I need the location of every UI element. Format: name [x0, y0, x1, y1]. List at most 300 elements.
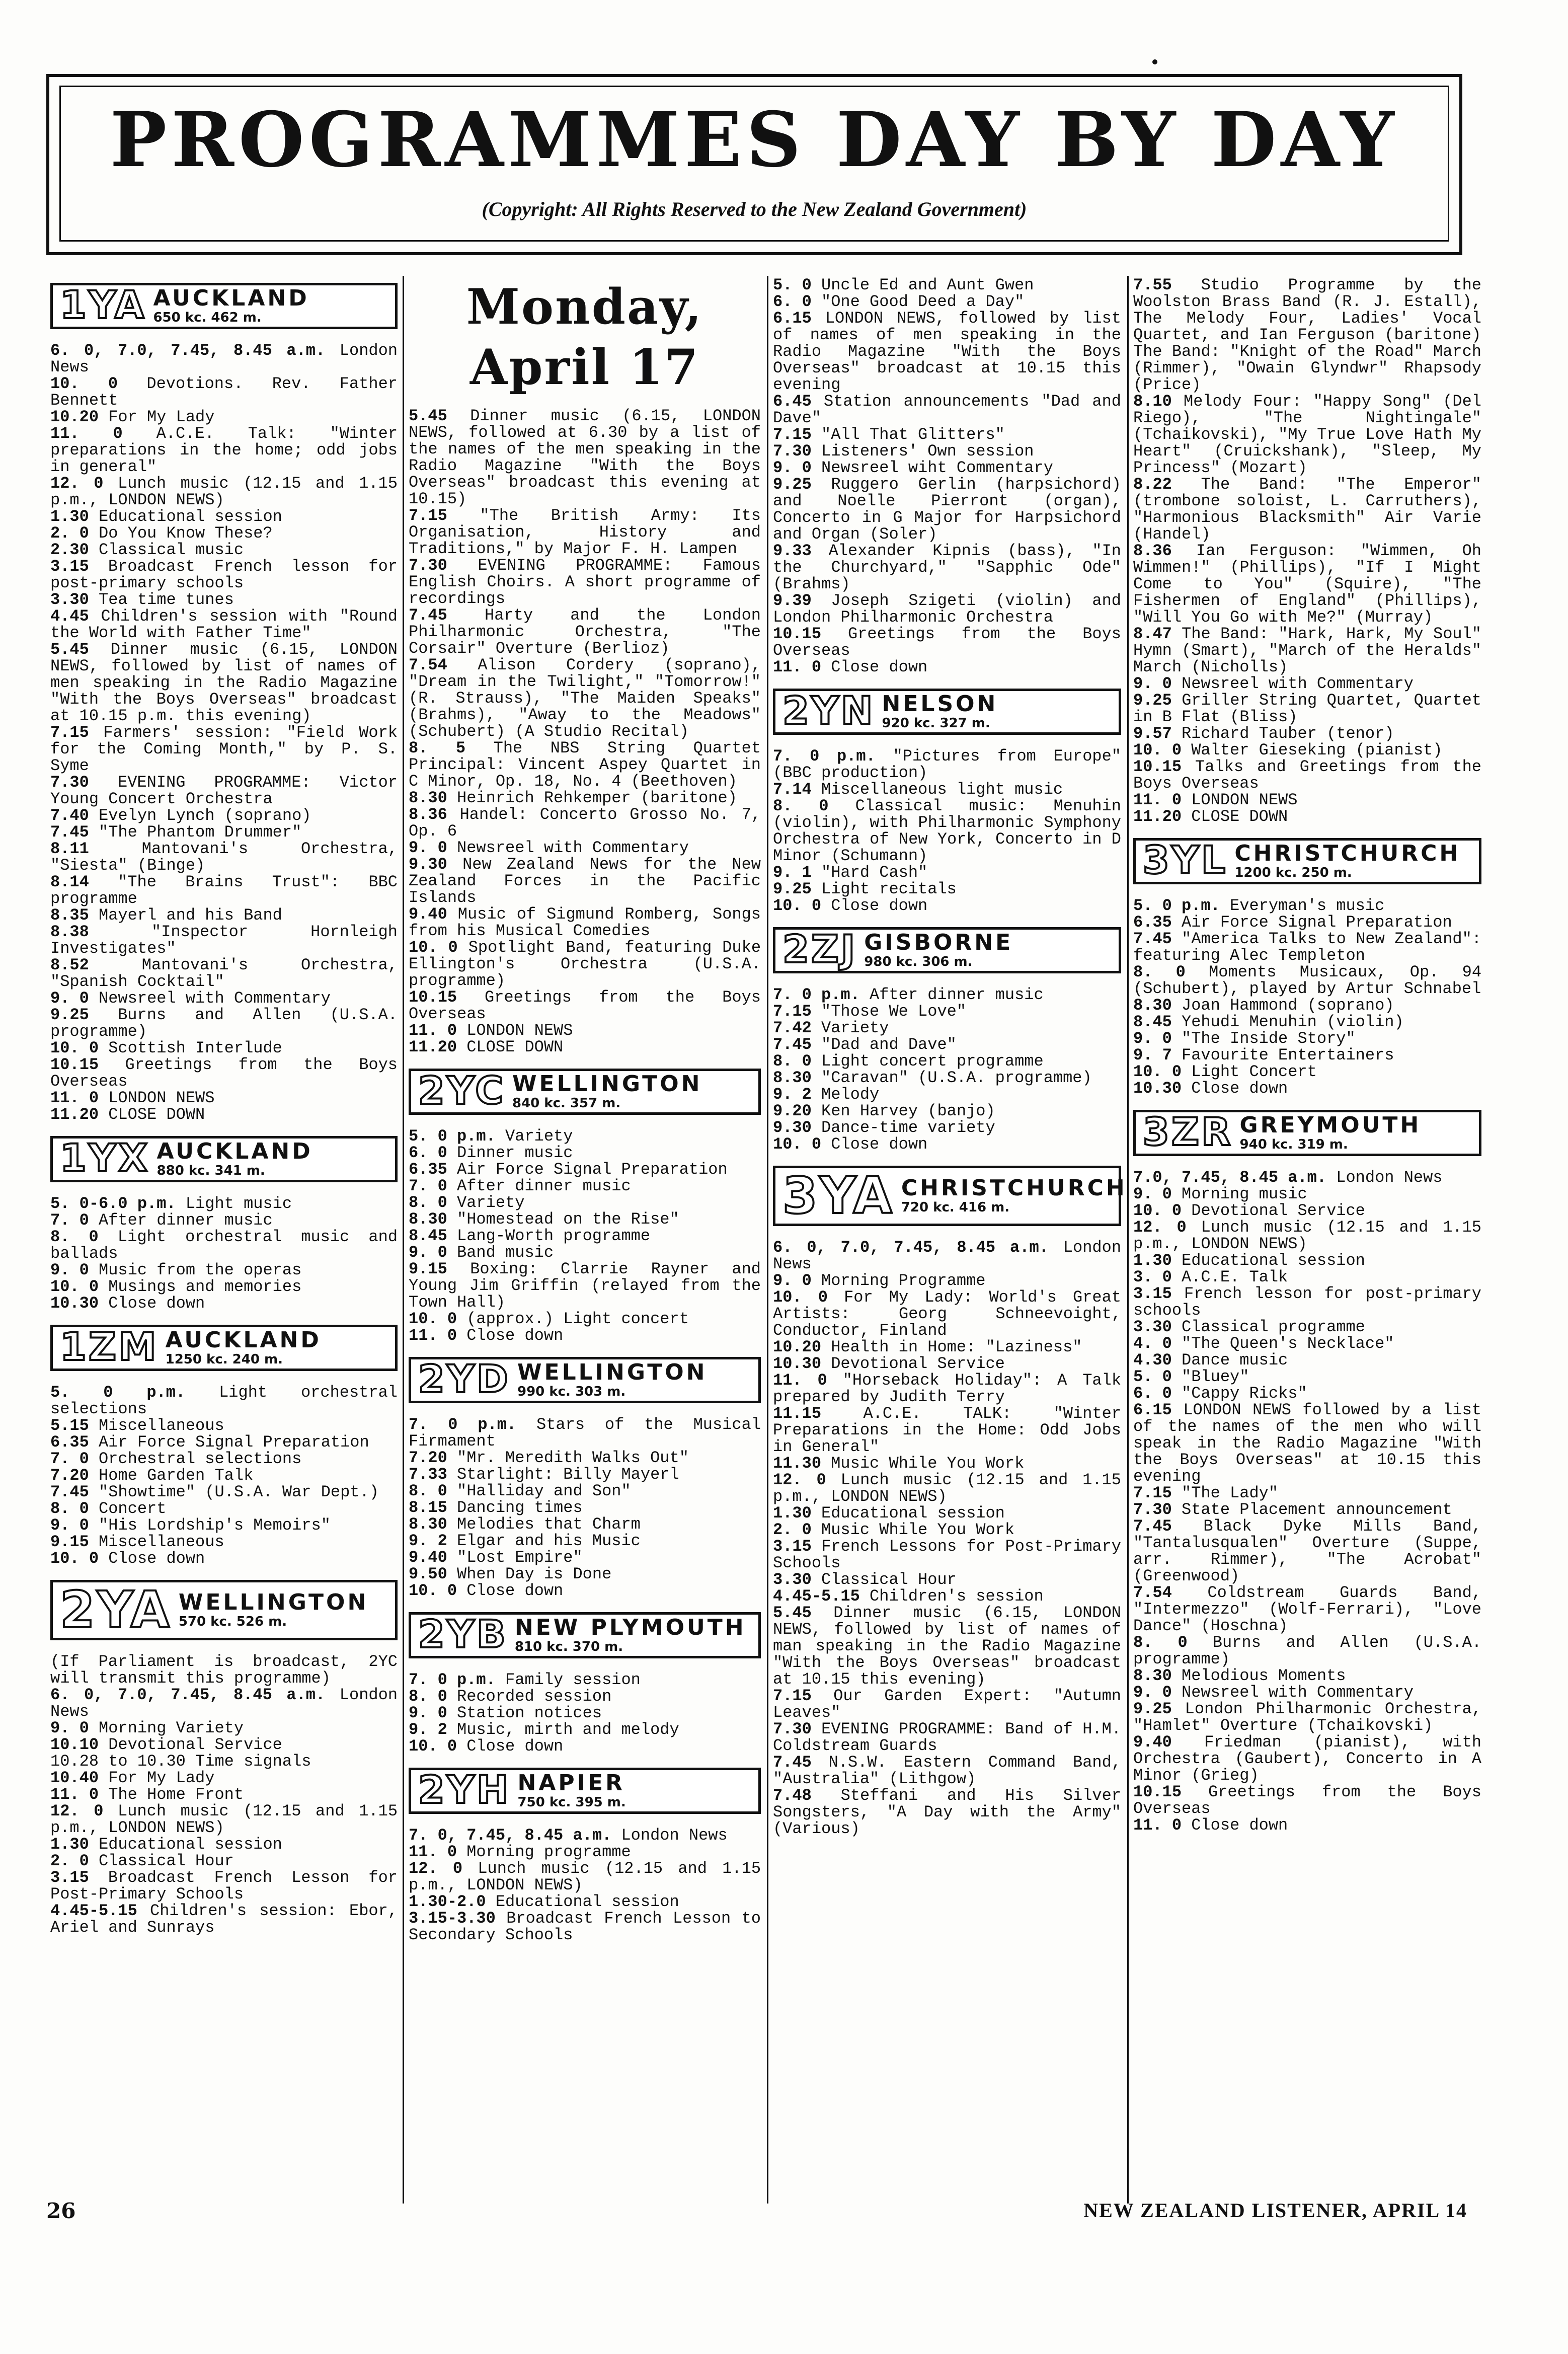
programme-time: 12. 0	[50, 474, 104, 493]
programme-entry	[50, 724, 398, 774]
programme-entry	[50, 591, 398, 608]
station-callsign: 3YL	[1143, 838, 1228, 882]
programme-description: Newsreel wiht Commentary	[821, 459, 1053, 477]
programme-time: 11.30	[773, 1454, 822, 1473]
programme-description: London News	[621, 1826, 728, 1845]
programme-entry	[773, 1020, 1121, 1036]
programme-time: 7.20	[50, 1466, 89, 1485]
programme-entry	[50, 1550, 398, 1567]
programme-entry	[1133, 1402, 1481, 1485]
programme-description: Ruggero Gerlin (harpsichord) and Noelle Pierront (organ), Concerto in G Major for Harpsichord and Organ (Soler)	[773, 475, 1122, 544]
programme-description: Handel: Concerto Grosso No. 7, Op. 6	[409, 805, 761, 841]
programme-time: 7.45	[1133, 930, 1172, 948]
programme-time: 9. 0	[50, 1261, 89, 1279]
programme-description: Melody	[821, 1085, 880, 1104]
programme-entry	[773, 460, 1121, 476]
programme-description: Classical programme	[1182, 1318, 1365, 1336]
programme-time: 8. 0	[409, 1482, 447, 1500]
programme-description: LONDON NEWS	[1191, 791, 1298, 809]
programme-entry	[1133, 1169, 1481, 1186]
programme-time: 9.25	[50, 1006, 89, 1024]
programme-time: 8. 0	[1133, 1633, 1188, 1652]
station-frequency: 1200 kc. 250 m.	[1234, 865, 1352, 880]
programme-description: Health in Home: "Laziness"	[831, 1338, 1082, 1356]
programme-time: 10. 0	[409, 938, 458, 957]
programme-entry	[773, 1119, 1121, 1136]
programme-description: Stars of the Musical Firmament	[409, 1415, 761, 1451]
programme-description: After dinner music	[457, 1177, 631, 1195]
programme-entry	[50, 1195, 398, 1212]
programme-description: Listeners' Own session	[821, 442, 1034, 461]
programme-description: Light music	[185, 1194, 292, 1213]
programme-description: Lunch music (12.15 and 1.15 p.m., LONDON NEWS)	[50, 1802, 398, 1837]
programme-description: LONDON NEWS	[466, 1021, 573, 1040]
programme-entry	[409, 740, 761, 790]
programme-time: 6.35	[50, 1433, 89, 1452]
programme-description: (If Parliament is broadcast, 2YC will transmit this programme)	[50, 1652, 398, 1688]
programme-entry	[409, 1893, 761, 1910]
programme-description: Harty and the London Philharmonic Orchestra, "The Corsair" Overture (Berlioz)	[409, 606, 761, 658]
station-city: NAPIER	[517, 1770, 625, 1796]
programme-entry	[1133, 692, 1481, 725]
programme-description: Children's session with "Round the World with Father Time"	[50, 607, 398, 642]
programme-entry	[773, 1721, 1121, 1754]
programme-description: Walter Gieseking (pianist)	[1191, 741, 1443, 760]
programme-time: 8.30	[1133, 1666, 1172, 1685]
programme-description: Dinner music (6.15, LONDON NEWS, followed by list of names of men speaking in the Radio Magazine "With the Boys Overseas" broadcast at 10.15 p.m. this evening)	[50, 640, 398, 725]
programme-description: Favourite Entertainers	[1182, 1046, 1394, 1065]
station-header-2yn	[773, 689, 1121, 735]
programme-description: Friedman (pianist), with Orchestra (Gaubert), Concerto in A Minor (Grieg)	[1133, 1733, 1482, 1785]
programme-description: Devotions. Rev. Father Bennett	[50, 374, 398, 410]
programme-entry	[409, 1228, 761, 1244]
station-frequency: 570 kc. 526 m.	[178, 1614, 287, 1629]
programme-time: 7.45	[1133, 1517, 1172, 1536]
programme-entry	[50, 1903, 398, 1936]
programme-entry	[1133, 897, 1481, 914]
page-number: 26	[46, 2198, 76, 2223]
programme-entry	[773, 1455, 1121, 1472]
programme-entry	[1133, 964, 1481, 997]
programme-time: 9. 2	[409, 1532, 447, 1550]
programme-entry	[1133, 1080, 1481, 1097]
programme-time: 10.20	[50, 408, 99, 426]
programme-description: A.C.E. Talk	[1182, 1268, 1288, 1286]
programme-entry	[409, 1466, 761, 1483]
programme-time: 8.38	[50, 923, 89, 941]
programme-entry	[1133, 393, 1481, 476]
programme-description: Broadcast French Lesson for Post-Primary Schools	[50, 1868, 398, 1904]
programme-description: After dinner music	[870, 985, 1044, 1004]
station-frequency: 880 kc. 341 m.	[156, 1163, 265, 1178]
programme-description: "Showtime" (U.S.A. War Dept.)	[99, 1483, 379, 1501]
programme-description: Station notices	[457, 1704, 602, 1722]
programme-description: Band music	[457, 1243, 554, 1262]
programme-description: Dance-time variety	[821, 1118, 995, 1137]
programme-entry	[409, 408, 761, 507]
programme-description: Greetings from the Boys Overseas	[409, 988, 761, 1023]
station-info	[1240, 1112, 1479, 1154]
programme-time: 12. 0	[773, 1471, 826, 1489]
programme-entry	[773, 1272, 1121, 1289]
programme-time: 7. 0 p.m.	[773, 747, 876, 766]
programme-time: 9. 0	[409, 839, 447, 857]
programme-time: 6. 0	[1133, 1384, 1172, 1403]
programme-entry	[409, 1705, 761, 1721]
programme-time: 7.54	[409, 656, 447, 674]
programme-entry	[1133, 543, 1481, 626]
programme-description: Close down	[108, 1294, 205, 1313]
programme-entry	[409, 1672, 761, 1688]
programme-description: Melody Four: "Happy Song" (Del Riego), "The Nightingale" (Tchaikovski), "My True Love Hath My Heart" (Cruickshank), "Sleep, My Princess" (Mozart)	[1133, 392, 1482, 477]
programme-entry	[1133, 1352, 1481, 1369]
day-heading: Monday, April 17	[466, 278, 703, 396]
programme-description: "The Lady"	[1182, 1484, 1279, 1502]
programme-entry	[409, 856, 761, 906]
programme-time: 9. 2	[409, 1720, 447, 1739]
programme-description: Studio Programme by the Woolston Brass Band (R. J. Estall), The Melody Four, Ladies' Vocal Quartet, and Ian Ferguson (baritone)	[1133, 276, 1481, 344]
station-info	[901, 1168, 1132, 1224]
station-info	[515, 1615, 758, 1656]
programme-description: Educational session	[99, 507, 282, 526]
programme-description: Classical music	[99, 541, 244, 559]
programme-description: Melodies that Charm	[457, 1515, 641, 1534]
programme-time: 9. 0	[50, 1516, 89, 1535]
column-3	[773, 276, 1127, 1844]
programme-time: 7.40	[50, 806, 89, 825]
programme-time: 7. 0	[409, 1177, 447, 1195]
programme-entry	[773, 781, 1121, 798]
programme-entry	[409, 1178, 761, 1194]
programme-description: Greetings from the Boys Overseas	[1133, 1783, 1482, 1818]
programme-description: Lang-Worth programme	[457, 1227, 651, 1245]
programme-time: 2. 0	[50, 524, 89, 543]
station-city: GISBORNE	[864, 930, 1013, 955]
programme-entry	[50, 774, 398, 807]
programme-description: Lunch music (12.15 and 1.15 p.m., LONDON NEWS)	[1133, 1218, 1482, 1253]
programme-description: Close down	[466, 1581, 564, 1600]
programme-time: 10.30	[773, 1354, 822, 1373]
programme-entry	[50, 375, 398, 409]
station-callsign: 2YB	[418, 1612, 508, 1656]
programme-time: 7.45	[409, 606, 447, 625]
programme-description: Tea time tunes	[99, 590, 234, 609]
programme-description: Lunch music (12.15 and 1.15 p.m., LONDON NEWS)	[773, 1471, 1122, 1506]
programme-description: After dinner music	[99, 1211, 273, 1230]
programme-time: 9.33	[773, 542, 812, 560]
programme-description: Moments Musicaux, Op. 94 (Schubert), played by Artur Schnabel	[1133, 963, 1482, 998]
programme-description: "America Talks to New Zealand": featuring Alec Templeton	[1133, 930, 1482, 965]
programme-entry	[1133, 758, 1481, 792]
programme-entry	[409, 607, 761, 657]
station-callsign: 1ZM	[60, 1324, 159, 1369]
programme-description: New Zealand News for the New Zealand Forces in the Pacific Islands	[409, 855, 761, 907]
programme-entry	[1133, 931, 1481, 964]
programme-entry	[50, 807, 398, 824]
programme-entry	[50, 425, 398, 475]
programme-description: Music While You Work	[821, 1521, 1015, 1539]
station-city: NEW PLYMOUTH	[514, 1615, 746, 1640]
programme-time: 10. 0	[50, 1039, 99, 1057]
programme-description: Coldstream Guards Band, "Intermezzo" (Wolf-Ferrari), "Love Dance" (Hoschna)	[1133, 1583, 1481, 1635]
programme-entry	[50, 1040, 398, 1056]
station-frequency: 990 kc. 303 m.	[517, 1384, 626, 1399]
programme-entry	[50, 1007, 398, 1040]
programme-time: 9.50	[409, 1565, 447, 1583]
programme-time: 7.45	[50, 1483, 89, 1501]
programme-time: 9.57	[1133, 724, 1172, 743]
programme-description: "Horseback Holiday": A Talk prepared by Judith Terry	[773, 1371, 1122, 1406]
station-info	[882, 691, 1119, 732]
programme-entry	[1133, 1584, 1481, 1634]
programme-time: 11. 0	[409, 1021, 457, 1040]
programme-description: Greetings from the Boys Overseas	[50, 1055, 398, 1091]
programme-description: Classical music: Menuhin (violin), with Philharmonic Symphony Orchestra of New York, Concerto in D Minor (Schumann)	[773, 797, 1122, 865]
programme-time: 5.45	[409, 407, 447, 425]
programme-entry	[409, 1582, 761, 1599]
programme-description: "All That Glitters"	[821, 425, 1005, 444]
programme-time: 8.52	[50, 956, 89, 974]
programme-description: Everyman's music	[1230, 896, 1385, 915]
programme-time: 9. 0	[1133, 1029, 1172, 1048]
programme-time: 12. 0	[1133, 1218, 1187, 1237]
programme-time: 7.45	[50, 823, 89, 842]
programme-entry	[409, 657, 761, 740]
programme-description: "Inspector Hornleigh Investigates"	[50, 923, 398, 958]
programme-time: 9.25	[773, 880, 812, 898]
programme-time: 11.20	[1133, 807, 1182, 826]
programme-description: Educational session	[821, 1504, 1005, 1523]
programme-description: Air Force Signal Preparation	[99, 1433, 369, 1452]
programme-time: 11. 0	[773, 658, 822, 676]
programme-time: 6.35	[409, 1160, 447, 1179]
programme-entry	[50, 1653, 398, 1687]
programme-time: 11. 0	[50, 424, 123, 443]
programme-entry	[773, 1405, 1121, 1455]
station-info	[179, 1582, 395, 1638]
programme-entry	[1133, 1684, 1481, 1701]
programme-description: Elgar and his Music	[457, 1532, 641, 1550]
programme-entry	[50, 1736, 398, 1753]
programme-time: 7.30	[1133, 1500, 1172, 1519]
programme-description: Devotional Service	[108, 1735, 282, 1754]
programme-entry	[773, 426, 1121, 443]
programme-time: 1.30-2.0	[409, 1892, 486, 1911]
programme-description: Ken Harvey (banjo)	[821, 1102, 995, 1120]
station-frequency: 920 kc. 327 m.	[882, 716, 990, 731]
programme-entry	[409, 1261, 761, 1311]
programme-entry	[773, 1754, 1121, 1787]
programme-time: 7.30	[773, 1720, 812, 1738]
programme-time: 8.11	[50, 840, 89, 858]
programme-description: French Lessons for Post-Primary Schools	[773, 1537, 1121, 1572]
column-rule	[767, 276, 768, 2204]
programme-description: Music, mirth and melody	[457, 1720, 679, 1739]
programme-description: Miscellaneous	[99, 1416, 224, 1435]
programme-description: "Lost Empire"	[457, 1548, 583, 1567]
programme-description: Light concert programme	[821, 1052, 1044, 1071]
programme-description: Scottish Interlude	[108, 1039, 282, 1057]
programme-description: Black Dyke Mills Band, "Tantalusqualen" Overture (Suppe, arr. Rimmer), "The Acrobat" (Greenwood)	[1133, 1517, 1482, 1585]
programme-description: Close down	[466, 1737, 564, 1756]
programme-time: 10.30	[50, 1294, 99, 1313]
station-info	[864, 930, 1119, 971]
programme-entry	[50, 1500, 398, 1517]
station-info	[517, 1359, 758, 1401]
programme-entry	[773, 310, 1121, 393]
programme-time: 7.15	[773, 1687, 812, 1705]
programme-description: French lesson for post-primary schools	[1133, 1284, 1482, 1320]
programme-time: 2. 0	[773, 1521, 812, 1539]
programme-entry	[773, 1289, 1121, 1339]
programme-time: 11. 0	[1133, 1816, 1182, 1835]
programme-entry	[1133, 1269, 1481, 1285]
programme-entry	[50, 1534, 398, 1550]
programme-entry	[1133, 1485, 1481, 1501]
programme-entry	[50, 525, 398, 542]
programme-entry	[773, 277, 1121, 293]
programme-entry	[409, 507, 761, 557]
programme-description: Music from the operas	[99, 1261, 302, 1279]
programme-entry	[50, 1262, 398, 1278]
programme-description: Musings and memories	[108, 1277, 302, 1296]
programme-entry	[773, 1688, 1121, 1721]
programme-time: 10.15	[1133, 1783, 1182, 1801]
programme-time: 8.36	[409, 805, 447, 824]
programme-entry	[409, 1566, 761, 1582]
station-callsign: 2YA	[60, 1580, 172, 1639]
programme-time: 8. 5	[409, 739, 466, 757]
programme-description: Morning Programme	[821, 1271, 986, 1290]
programme-time: 7.15	[773, 425, 812, 444]
programme-time: 8.30	[409, 1210, 447, 1229]
programme-description: Farmers' session: "Field Work for the Coming Month," by P. S. Syme	[50, 723, 398, 775]
programme-time: 9. 0	[1133, 1683, 1172, 1702]
programme-time: 9.30	[409, 855, 447, 874]
programme-time: 10. 0	[773, 1288, 828, 1307]
programme-entry	[773, 1372, 1121, 1405]
programme-description: Dancing times	[457, 1498, 583, 1517]
programme-entry	[50, 1384, 398, 1417]
programme-description: Greetings from the Boys Overseas	[773, 625, 1122, 660]
programme-entry	[50, 1278, 398, 1295]
programme-description: "Mr. Meredith Walks Out"	[457, 1449, 689, 1467]
station-city: AUCKLAND	[153, 285, 309, 311]
programme-description: The NBS String Quartet Principal: Vincent Aspey Quartet in C Minor, Op. 18, No. 4 (Beethoven)	[409, 739, 761, 791]
programme-description: The Band: "Hark, Hark, My Soul" Hymn (Smart), "March of the Heralds" March (Nicholls)	[1133, 625, 1482, 676]
programme-time: 9.30	[773, 1118, 812, 1137]
programme-description: Devotional Service	[831, 1354, 1005, 1373]
programme-description: Music of Sigmund Romberg, Songs from his Musical Comedies	[409, 905, 761, 940]
programme-time: 8. 0	[50, 1228, 99, 1246]
station-city: CHRISTCHURCH	[901, 1175, 1127, 1201]
programme-description: Talks and Greetings from the Boys Overseas	[1133, 757, 1482, 793]
programme-time: 11. 0	[50, 1785, 99, 1804]
station-city: WELLINGTON	[517, 1359, 708, 1385]
programme-description: Educational session	[1182, 1251, 1365, 1270]
programme-time: 7.15	[50, 723, 89, 742]
programme-entry	[50, 824, 398, 841]
programme-time: 6. 0, 7.0, 7.45, 8.45 a.m.	[50, 341, 326, 360]
programme-time: 5. 0-6.0 p.m.	[50, 1194, 176, 1213]
programme-description: Light recitals	[821, 880, 957, 898]
programme-entry	[409, 1194, 761, 1211]
programme-description: Griller String Quartet, Quartet in B Flat (Bliss)	[1133, 691, 1481, 726]
programme-entry	[409, 1128, 761, 1145]
programme-description: Close down	[108, 1549, 205, 1568]
programme-entry	[50, 558, 398, 591]
programme-description: Light Concert	[1191, 1062, 1317, 1081]
programme-description: Dinner music	[457, 1144, 573, 1162]
programme-time: 8.45	[409, 1227, 447, 1245]
programme-description: Our Garden Expert: "Autumn Leaves"	[773, 1687, 1122, 1722]
programme-time: 7.30	[50, 773, 89, 792]
programme-description: Yehudi Menuhin (violin)	[1182, 1013, 1404, 1031]
programme-time: 7. 0 p.m.	[773, 985, 860, 1004]
programme-description: Morning Variety	[99, 1719, 244, 1737]
programme-time: 11.20	[409, 1038, 457, 1056]
station-frequency: 720 kc. 416 m.	[901, 1200, 1010, 1215]
station-city: NELSON	[882, 691, 998, 717]
programme-description: Family session	[505, 1670, 641, 1689]
column-1	[50, 277, 398, 1943]
programme-description: Starlight: Billy Mayerl	[457, 1465, 679, 1484]
programme-description: Light orchestral music and ballads	[50, 1228, 398, 1263]
programme-time: 8. 0	[1133, 963, 1186, 981]
programme-description: (approx.) Light concert	[466, 1310, 689, 1328]
programme-entry	[409, 1483, 761, 1499]
programme-entry	[50, 1229, 398, 1262]
programme-entry	[773, 881, 1121, 897]
programme-description: "Bluey"	[1182, 1368, 1249, 1386]
programme-description: London News	[1336, 1168, 1443, 1187]
programme-time: 8.45	[1133, 1013, 1172, 1031]
programme-time: 8.35	[50, 906, 89, 925]
programme-entry	[50, 542, 398, 558]
programme-entry	[1133, 1186, 1481, 1202]
programme-time: 6.45	[773, 392, 812, 411]
programme-time: 11. 0	[409, 1326, 457, 1345]
programme-description: "The Queen's Necklace"	[1182, 1334, 1394, 1353]
programme-time: 12. 0	[409, 1859, 463, 1878]
programme-time: 10. 0	[409, 1310, 457, 1328]
station-city: CHRISTCHURCH	[1234, 841, 1461, 866]
station-frequency: 840 kc. 357 m.	[512, 1096, 621, 1111]
programme-entry	[409, 1860, 761, 1893]
programme-description: Burns and Allen (U.S.A. programme)	[1133, 1633, 1482, 1668]
column-2	[409, 277, 761, 1950]
programme-entry	[1133, 626, 1481, 675]
programme-entry	[773, 1103, 1121, 1119]
programme-description: "Those We Love"	[821, 1002, 967, 1021]
programme-entry	[409, 1244, 761, 1261]
programme-description: Music While You Work	[831, 1454, 1025, 1473]
station-city: AUCKLAND	[156, 1138, 313, 1164]
programme-time: 10.30	[1133, 1079, 1182, 1098]
programme-time: 7.30	[409, 556, 447, 575]
programme-description: Miscellaneous	[99, 1533, 224, 1551]
programme-time: 7.54	[1133, 1583, 1172, 1602]
programme-entry	[409, 1211, 761, 1228]
programme-description: Children's session	[870, 1587, 1044, 1606]
programme-description: For My Lady	[108, 408, 215, 426]
programme-time: 10.20	[773, 1338, 822, 1356]
station-header-2yb	[409, 1612, 761, 1658]
programme-description: Lunch music (12.15 and 1.15 p.m., LONDON NEWS)	[409, 1859, 761, 1894]
programme-description: Do You Know These?	[99, 524, 273, 543]
programme-time: 5. 0 p.m.	[50, 1383, 186, 1402]
column-4	[1133, 277, 1481, 1841]
